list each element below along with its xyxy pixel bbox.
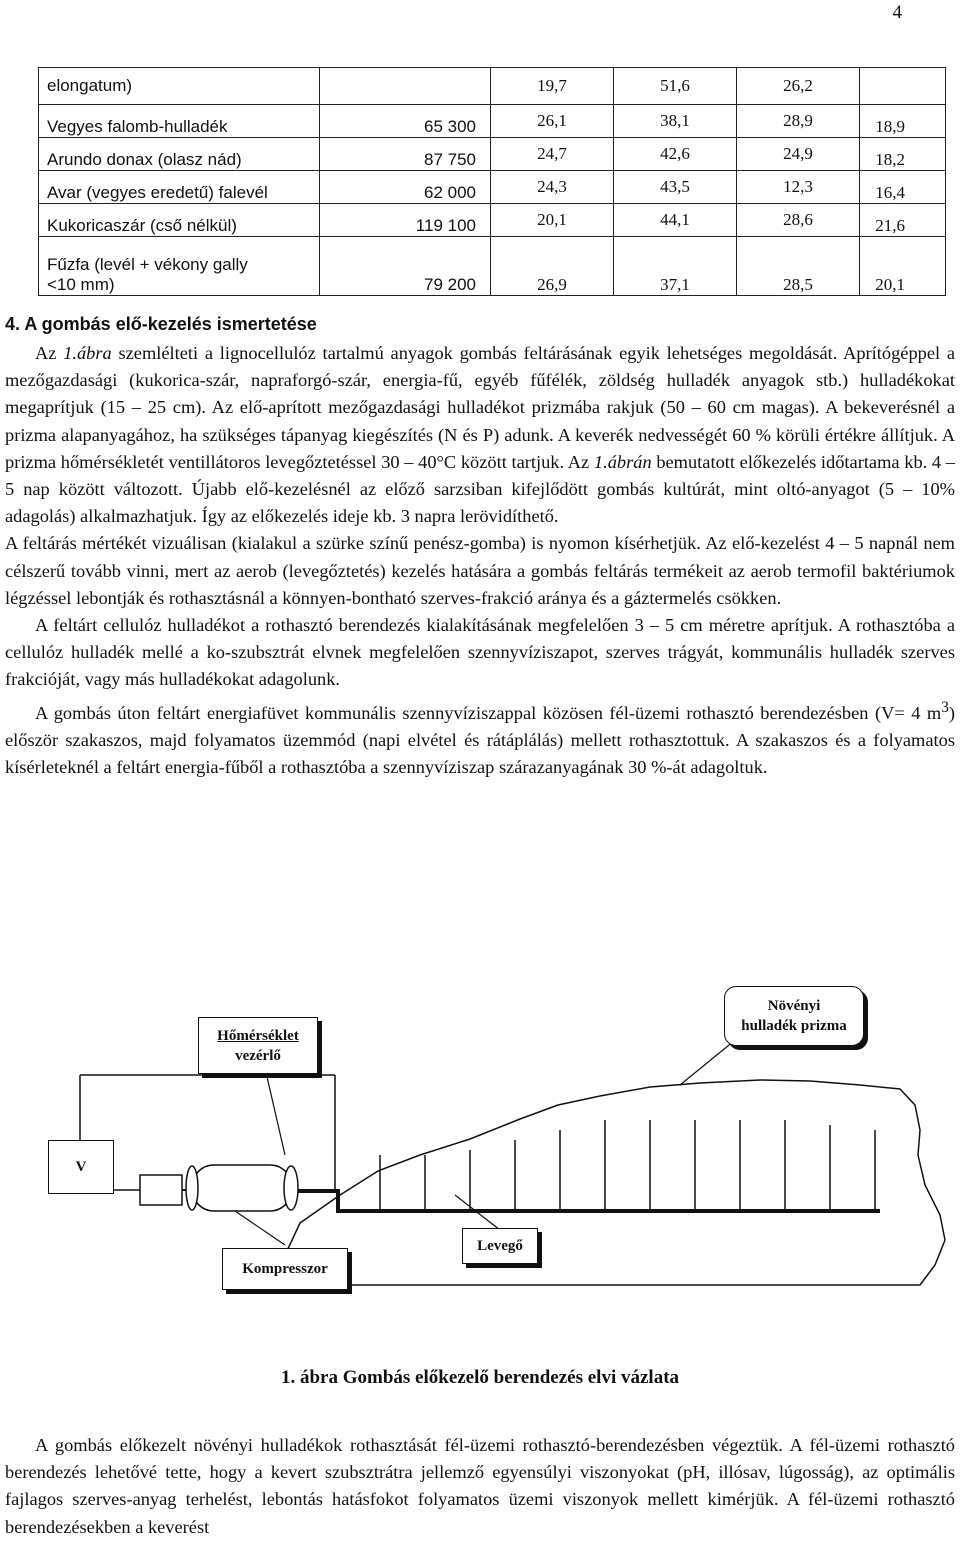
label-line: Kompresszor (242, 1261, 328, 1277)
table-cell: 24,3 (491, 171, 614, 204)
label-text (217, 1026, 299, 1066)
table-cell: 16,4 (860, 171, 946, 204)
table-cell: 28,6 (737, 204, 860, 237)
plant-waste-prism-label (724, 986, 864, 1046)
table-cell: 42,6 (614, 138, 737, 171)
table-cell: Vegyes falomb-hulladék (39, 105, 320, 138)
label-line: Növényi (767, 998, 821, 1014)
table-cell: 21,6 (860, 204, 946, 237)
table-cell: 20,1 (491, 204, 614, 237)
table-cell: Avar (vegyes eredetű) falevél (39, 171, 320, 204)
table-cell: 51,6 (614, 68, 737, 105)
label-line: hulladék prizma (741, 1018, 847, 1034)
paragraph (5, 340, 955, 530)
table-row (39, 204, 946, 237)
figure-reference: 1.ábrán (593, 451, 652, 472)
table-cell: 65 300 (320, 105, 491, 138)
table-cell: 24,9 (737, 138, 860, 171)
table-row (39, 68, 946, 105)
table-cell: 26,1 (491, 105, 614, 138)
cell-line: <10 mm) (47, 275, 115, 294)
text-span: A gombás úton feltárt energiafüvet kommunális szennyvíziszappal közösen fél-üzemi rothasztó berendezésben (V= 4 m (35, 702, 942, 723)
superscript: 3 (941, 698, 949, 716)
table-cell (39, 237, 320, 296)
table-cell: 87 750 (320, 138, 491, 171)
table-cell: 18,9 (860, 105, 946, 138)
table-cell: 62 000 (320, 171, 491, 204)
table-cell: 38,1 (614, 105, 737, 138)
label-line: Hőmérséklet (217, 1027, 299, 1044)
table-cell: 26,2 (737, 68, 860, 105)
paragraph: A feltárás mértékét vizuálisan (kialakul a szürke színű penész-gomba) is nyomon kísérhetjük. Az elő-kezelést 4 – 5 napnál nem célszerű tovább vinni, mert az aerob (levegőztetés) kezelés hatására a gombás feltárás termékeit az aerob termofil baktériumok légzéssel lebontják és rothasztásnál a könnyen-bontható szerves-frakció aránya és a gáztermelés csökken. (5, 533, 955, 608)
valve-label (48, 1140, 114, 1194)
table-row (39, 171, 946, 204)
table-row (39, 138, 946, 171)
data-table (38, 67, 946, 296)
text-span: szemlélteti a lignocellulóz tartalmú anyagok gombás feltárásának egyik lehetséges megoldását. Aprítógéppel a mezőgazdasági (kukorica-szár, napraforgó-szár, energia-fű, egyéb fűfélék, zöldség hulladék anyagok stb.) hulladékokat megaprítjuk (15 – 25 cm). Az elő-aprított mezőgazdasági hulladékot prizmába rakjuk (50 – 60 cm magas). A bekeverésnél a prizma alapanyagához, ha szükséges tápanyag kiegészítés (N és P) adunk. A keverék nedvességét 60 % körüli értékre állítjuk. A prizma hőmérsékletét ventillátoros levegőztetéssel 30 – 40°C között tartjuk. Az (5, 343, 955, 472)
label-line: vezérlő (235, 1047, 281, 1064)
paragraph (5, 694, 955, 782)
pointer-line (235, 1211, 285, 1245)
body-text (5, 340, 955, 781)
table-cell: 20,1 (860, 237, 946, 296)
text-span: Az (35, 343, 64, 363)
text-span: ) először szakaszos, majd folyamatos üzemmód (napi elvétel és rátáplálás) mellett rothasztottuk. A szakaszos és a folyamatos kísérleteknél a feltárt energia-fűből a rothasztóba a szennyvíziszap szárazanyagának 30 %-át adagoltuk. (5, 702, 955, 778)
section-heading: 4. A gombás elő-kezelés ismertetése (5, 314, 317, 334)
table-cell: Arundo donax (olasz nád) (39, 138, 320, 171)
table-cell: 119 100 (320, 204, 491, 237)
table-cell: 12,3 (737, 171, 860, 204)
table-cell: 28,9 (737, 105, 860, 138)
air-arrows (380, 1120, 875, 1211)
label-text (741, 996, 846, 1036)
table-cell: elongatum) (39, 68, 320, 105)
table-cell: Kukoricaszár (cső nélkül) (39, 204, 320, 237)
compressor-label (222, 1248, 348, 1290)
prism-mound (286, 1080, 945, 1285)
figure-caption: 1. ábra Gombás előkezelő berendezés elvi vázlata (280, 1367, 680, 1388)
body-text (5, 1432, 955, 1541)
page-number: 4 (892, 2, 902, 23)
table-cell: 24,7 (491, 138, 614, 171)
table-cell (860, 68, 946, 105)
compressor-motor (140, 1175, 182, 1205)
table-cell: 37,1 (614, 237, 737, 296)
table-cell: 28,5 (737, 237, 860, 296)
table-row (39, 237, 946, 296)
label-line: Levegő (477, 1238, 523, 1254)
compressor-tank (192, 1165, 292, 1211)
text-span: bemutatott előkezelés időtartama kb. 4 – 5 nap között változott. Újabb elő-kezelésnél az előző sarzsiban kifejlődött gombás kultúrát, mint oltó-anyagot (5 – 10% adagolás) alkalmazhatjuk. Így az előkezelés ideje kb. 3 napra lerövidíthető. (5, 451, 955, 527)
table-row (39, 105, 946, 138)
label-line: V (75, 1159, 87, 1175)
paragraph: A gombás előkezelt növényi hulladékok rothasztását fél-üzemi rothasztó-berendezésben végeztük. A fél-üzemi rothasztó berendezés lehetővé tette, hogy a kevert szubsztrátra jellemző egyensúlyi viszonyokat (pH, illósav, lúgosság), az optimális fajlagos szerves-anyag terhelést, lebontás hatásfokot folyamatos üzemi viszonyok mellett kimérjük. A fél-üzemi rothasztó berendezésekben a keverést (5, 1435, 955, 1537)
table-cell: 43,5 (614, 171, 737, 204)
table-cell: 44,1 (614, 204, 737, 237)
air-label (462, 1228, 538, 1264)
paragraph: A feltárt cellulóz hulladékot a rothasztó berendezés kialakításának megfelelően 3 – 5 cm méretre aprítjuk. A rothasztóba a cellulóz hulladék mellé a ko-szubsztrát elvnek megfelelően szennyvíziszapot, szerves trágyát, kommunális hulladék szerves frakcióját, vagy más hulladékokat adagolunk. (5, 615, 955, 690)
temperature-controller-label (198, 1017, 318, 1074)
table-cell: 26,9 (491, 237, 614, 296)
table-cell: 19,7 (491, 68, 614, 105)
figure (0, 985, 960, 1315)
table-cell (320, 68, 491, 105)
table-cell: 18,2 (860, 138, 946, 171)
figure-reference: 1.ábra (63, 343, 112, 363)
table-cell: 79 200 (320, 237, 491, 296)
cell-line: Fűzfa (levél + vékony gally (47, 255, 248, 274)
